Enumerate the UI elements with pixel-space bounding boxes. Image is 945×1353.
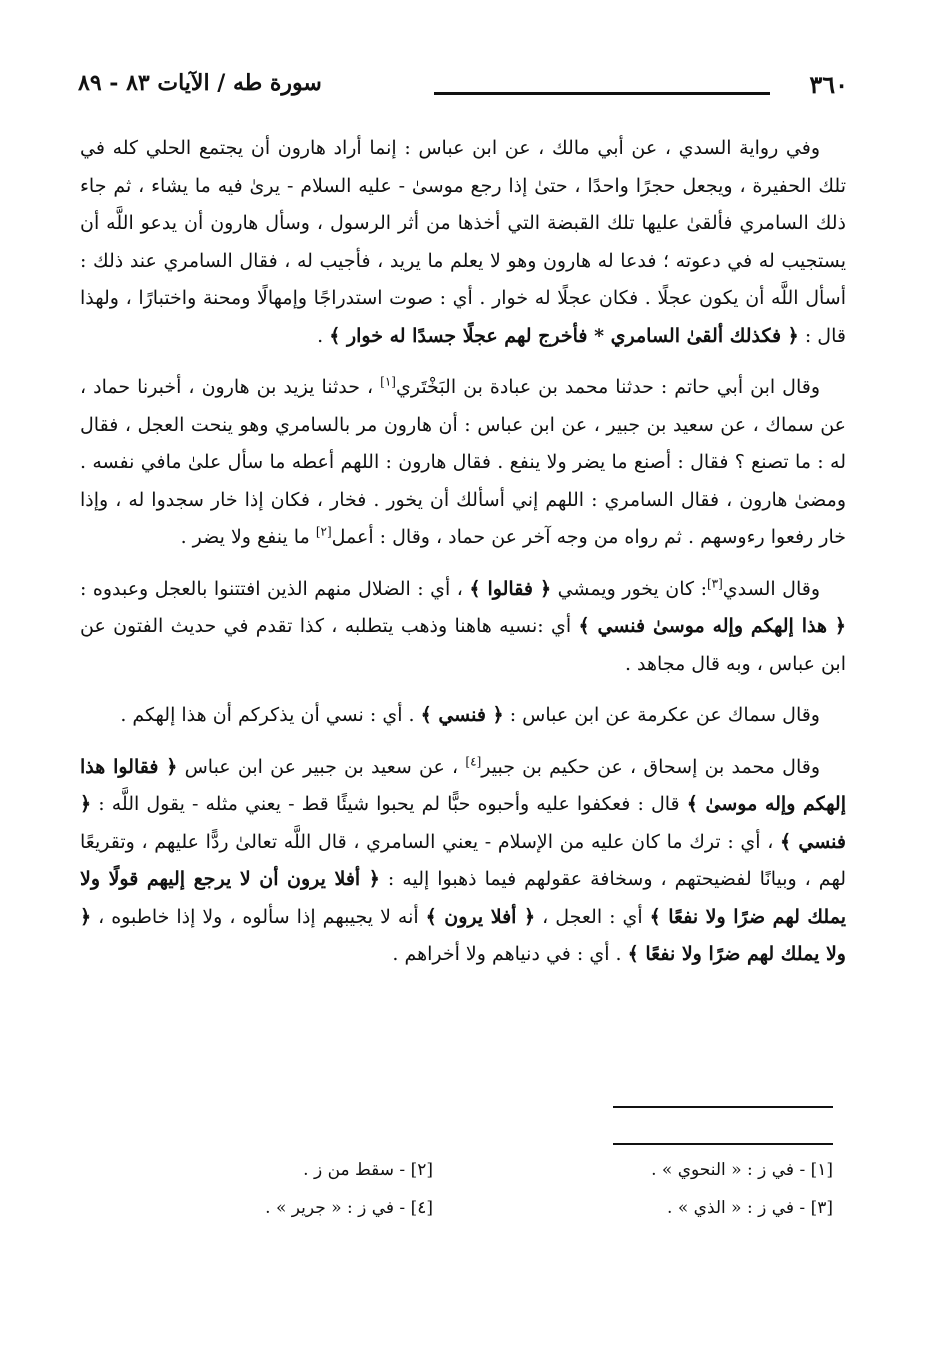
- text-segment: ، حدثنا يزيد بن هارون ، أخبرنا حماد ، عن سماك ، عن سعيد بن جبير ، عن ابن عباس : أن هارون مر بالسامري وهو ينحت العجل ، فقال له : ما تصنع ؟ فقال : أصنع ما يضر ولا ينفع . فقال هارون : اللهم أعطه ما سأل علىٰ مافي نفسه . ومضىٰ هارون ، فقال السامري : اللهم إني أسألك أن يخور . فخار ، فكان إذا خار سجدوا له ، وإذا خار رفعوا رءوسهم . ثم رواه من وجه آخر عن حماد ، وقال : أعمل: [80, 376, 846, 548]
- text-segment: ، أي : الضلال منهم الذين افتتنوا بالعجل وعبدوه :: [80, 577, 470, 600]
- text-segment: قال : فعكفوا عليه وأحبوه حبًّا لم يحبوا شيئًا قط - يعني مثله - يقول اللَّه :: [91, 793, 687, 815]
- paragraph: [80, 697, 846, 735]
- text-segment: : كان يخور ويمشي: [551, 577, 707, 600]
- quranic-verse: ﴿ فقالوا هذا إلهكم وإله موسىٰ ﴾: [80, 755, 847, 815]
- text-segment: وقال سماك عن عكرمة عن ابن عباس :: [503, 704, 820, 726]
- footnote-marker: [٤]: [465, 754, 482, 769]
- footnote-separator: [613, 1106, 833, 1108]
- text-segment: أي : العجل ،: [535, 905, 650, 928]
- header-rule: [434, 92, 770, 95]
- footnote-marker: [١]: [380, 374, 396, 389]
- text-segment: . أي : في دنياهم ولا أخراهم .: [392, 943, 628, 965]
- footnote: [٣] - في ز : « الذي » .: [667, 1198, 833, 1218]
- body-text: [80, 130, 846, 988]
- text-segment: وفي رواية السدي ، عن أبي مالك ، عن ابن عباس : إنما أراد هارون أن يجتمع الحلي كله في تلك الحفيرة ، ويجعل حجرًا واحدًا ، حتىٰ إذا رجع موسىٰ - عليه السلام - يرىٰ فيه ما يشاء ، ثم جاء ذلك السامري فألقىٰ عليها تلك القبضة التي أخذها من أثر الرسول ، وسأل هارون أن يدعو اللَّه أن يستجيب له في دعوته ؛ فدعا له هارون وهو لا يعلم ما يريد ، فأجيب له ، فقال السامري عند ذلك : أسأل اللَّه أن يكون عجلًا . فكان عجلًا له خوار . أي : صوت استدراجًا وإمهالًا ومحنة واختبارًا ، ولهذا قال :: [80, 137, 846, 347]
- text-segment: أي :نسيه هاهنا وذهب يتطلبه ، كذا تقدم في حديث الفتون عن ابن عباس ، وبه قال مجاهد .: [80, 615, 846, 675]
- footnote: [٤] - في ز : « جرير » .: [265, 1198, 433, 1218]
- footnote: [١] - في ز : « النحوي » .: [651, 1160, 833, 1180]
- footnote-marker: [٣]: [706, 576, 723, 591]
- page-header: [78, 68, 848, 112]
- footnote-separator: [613, 1143, 833, 1145]
- page-number: ٣٦٠: [809, 70, 848, 99]
- quranic-verse: ﴿ فنسي ﴾: [80, 793, 846, 853]
- text-segment: وقال محمد بن إسحاق ، عن حكيم بن جبير: [481, 755, 821, 778]
- quranic-verse: ﴿ فقالوا ﴾: [469, 577, 552, 600]
- quranic-verse: ﴿ أفلا يرون أن لا يرجع إليهم قولًا ولا يملك لهم ضرًا ولا نفعًا ﴾: [80, 868, 846, 928]
- quranic-verse: ﴿ فكذلك ألقىٰ السامري * فأخرج لهم عجلًا جسدًا له خوار ﴾: [329, 324, 799, 347]
- text-segment: ، أي : ترك ما كان عليه من الإسلام - يعني السامري ، قال اللَّه تعالىٰ ردًّا عليهم ، وتقريعًا لهم ، وبيانًا لفضيحتهم ، وسخافة عقولهم فيما ذهبوا إليه :: [80, 830, 846, 890]
- text-segment: وقال السدي: [722, 577, 820, 600]
- paragraph: [80, 130, 846, 355]
- quranic-verse: ﴿ فنسي ﴾: [420, 704, 504, 726]
- footnote: [٢] - سقط من ز .: [303, 1160, 433, 1180]
- footnote-marker: [٢]: [315, 524, 332, 539]
- text-segment: .: [317, 324, 330, 347]
- text-segment: وقال ابن أبي حاتم : حدثنا محمد بن عبادة بن البَخْتَري: [395, 376, 820, 398]
- quranic-verse: ﴿ هذا إلهكم وإله موسىٰ فنسي ﴾: [578, 615, 846, 637]
- paragraph: [80, 571, 846, 684]
- text-segment: . أي : نسي أن يذكركم أن هذا إلهكم .: [120, 704, 421, 726]
- text-segment: ما ينفع ولا يضر .: [180, 526, 316, 548]
- paragraph: [80, 749, 846, 974]
- text-segment: ، عن سعيد بن جبير عن ابن عباس: [177, 755, 466, 778]
- text-segment: أنه لا يجيبهم إذا سألوه ، ولا إذا خاطبوه ،: [91, 905, 426, 928]
- quranic-verse: ﴿ ولا يملك لهم ضرًا ولا نفعًا ﴾: [80, 905, 846, 965]
- running-title: سورة طه / الآيات ٨٣ - ٨٩: [78, 70, 322, 96]
- paragraph: [80, 369, 846, 557]
- quranic-verse: ﴿ أفلا يرون ﴾: [425, 905, 536, 928]
- footnotes: [173, 1160, 833, 1240]
